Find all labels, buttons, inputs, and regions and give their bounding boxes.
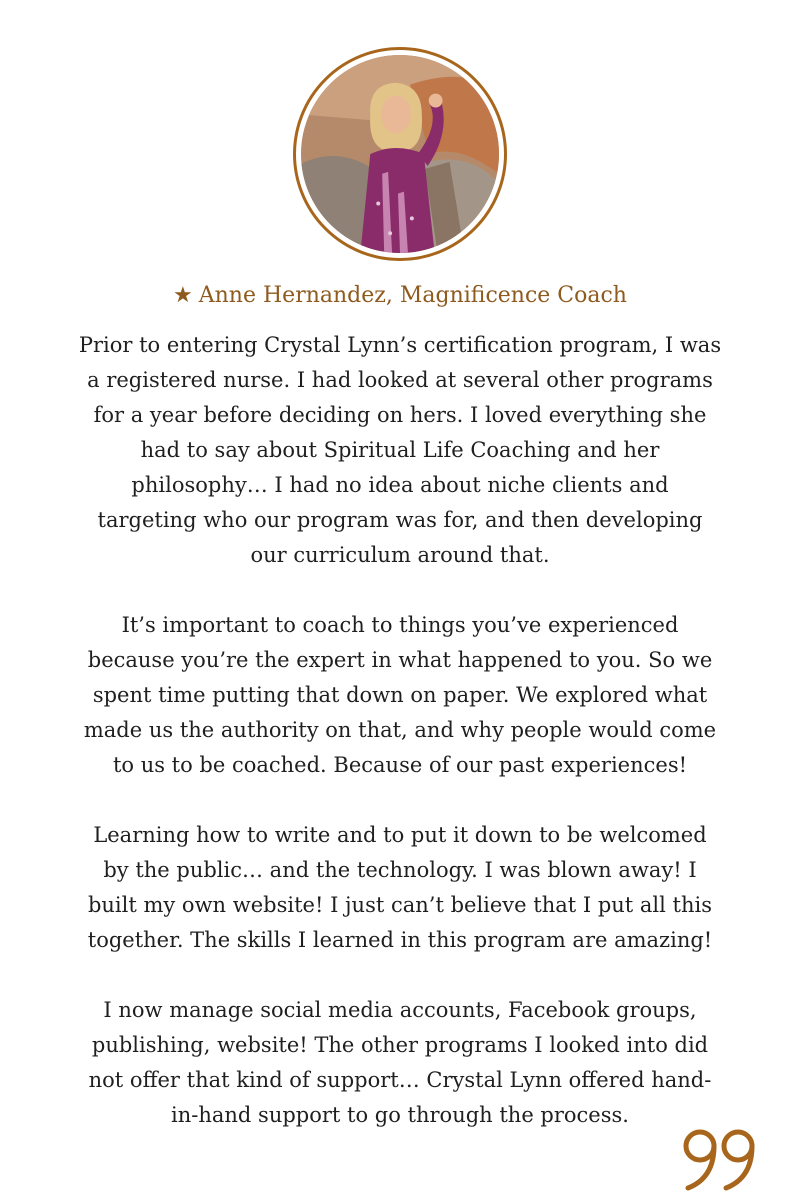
testimonial-text	[40, 328, 760, 1133]
portrait-photo	[301, 55, 499, 253]
testimonial-paragraph: Prior to entering Crystal Lynn’s certification program, I was a registered nurse. I had looked at several other programs for a year before deciding on hers. I loved everything she had to say about Spiritual Life Coaching and her philosophy… I had no idea about niche clients and targeting who our program was for, and then developing our curriculum around that.	[78, 333, 722, 567]
coach-name-heading	[0, 280, 800, 312]
testimonial-paragraph: It’s important to coach to things you’ve experienced because you’re the expert in what happened to you. So we spent time putting that down on paper. We explored what made us the authority on that, and why people would come to us to be coached. Because of our past experiences!	[83, 613, 717, 777]
star-icon: ★	[173, 283, 193, 308]
avatar-frame	[293, 47, 507, 261]
testimonial-paragraph: Learning how to write and to put it down to be welcomed by the public… and the technology. I was blown away! I built my own website! I just can’t believe that I put all this together. The skills I learned in this program are amazing!	[87, 823, 713, 952]
closing-quote-icon	[676, 1118, 766, 1198]
testimonial-paragraph: I now manage social media accounts, Facebook groups, publishing, website! The other programs I looked into did not offer that kind of support… Crystal Lynn offered hand- in-hand support to go through the process.	[88, 998, 712, 1127]
avatar	[301, 55, 499, 253]
coach-name: Anne Hernandez, Magnificence Coach	[198, 283, 627, 308]
